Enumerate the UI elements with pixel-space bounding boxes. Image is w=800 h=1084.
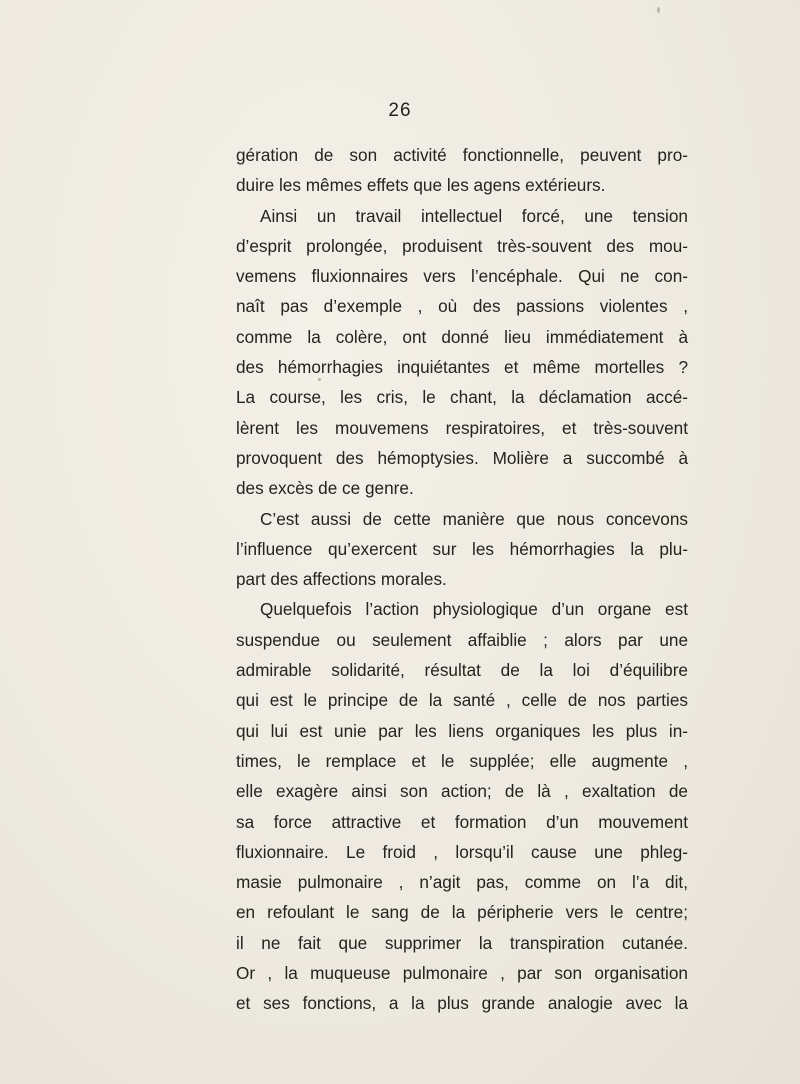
paper-speck [657,7,660,13]
text-line: d’esprit prolongée, produisent très-souvent des mou- [236,235,688,256]
text-line: times, le remplace et le supplée; elle augmente , [236,750,688,771]
text-line: et ses fonctions, a la plus grande analogie avec la [236,993,688,1014]
text-line: masie pulmonaire , n’agit pas, comme on l’a dit, [236,872,688,893]
text-line: des excès de ce genre. [236,478,414,499]
text-line: comme la colère, ont donné lieu immédiatement à [236,326,688,347]
text-line: Quelquefois l’action physiologique d’un organe est [260,599,688,620]
page-number: 26 [388,100,412,121]
text-line: il ne fait que supprimer la transpiration cutanée. [236,932,688,953]
text-line: suspendue ou seulement affaiblie ; alors par une [236,629,688,650]
paper-speck [318,378,321,381]
text-line: gération de son activité fonctionnelle, peuvent pro- [236,145,688,165]
text-line: qui est le principe de la santé , celle de nos parties [236,690,688,711]
text-line: part des affections morales. [236,569,447,590]
text-line: naît pas d’exemple , où des passions violentes , [236,296,688,317]
text-line: elle exagère ainsi son action; de là , exaltation de [236,781,688,802]
text-line: lèrent les mouvemens respiratoires, et très-souvent [236,417,688,438]
text-line: en refoulant le sang de la péripherie vers le centre; [236,902,688,923]
text-line: qui lui est unie par les liens organiques les plus in- [236,720,688,741]
text-line: La course, les cris, le chant, la déclamation accé- [236,387,688,408]
text-line: des hémorrhagies inquiétantes et même mortelles ? [236,357,688,378]
text-line: Ainsi un travail intellectuel forcé, une tension [260,205,688,226]
text-line: provoquent des hémoptysies. Molière a succombé à [236,447,688,468]
text-line: l’influence qu’exercent sur les hémorrhagies la plu- [236,538,688,559]
text-line: Or , la muqueuse pulmonaire , par son organisation [236,963,688,984]
text-line: fluxionnaire. Le froid , lorsqu’il cause une phleg- [236,841,688,862]
text-line: C’est aussi de cette manière que nous concevons [260,508,688,529]
text-line: sa force attractive et formation d’un mouvement [236,811,688,832]
text-line: duire les mêmes effets que les agens extérieurs. [236,175,606,196]
text-line: admirable solidarité, résultat de la loi d’équilibre [236,660,688,681]
text-line: vemens fluxionnaires vers l’encéphale. Qui ne con- [236,266,688,287]
body-text [236,140,688,1019]
